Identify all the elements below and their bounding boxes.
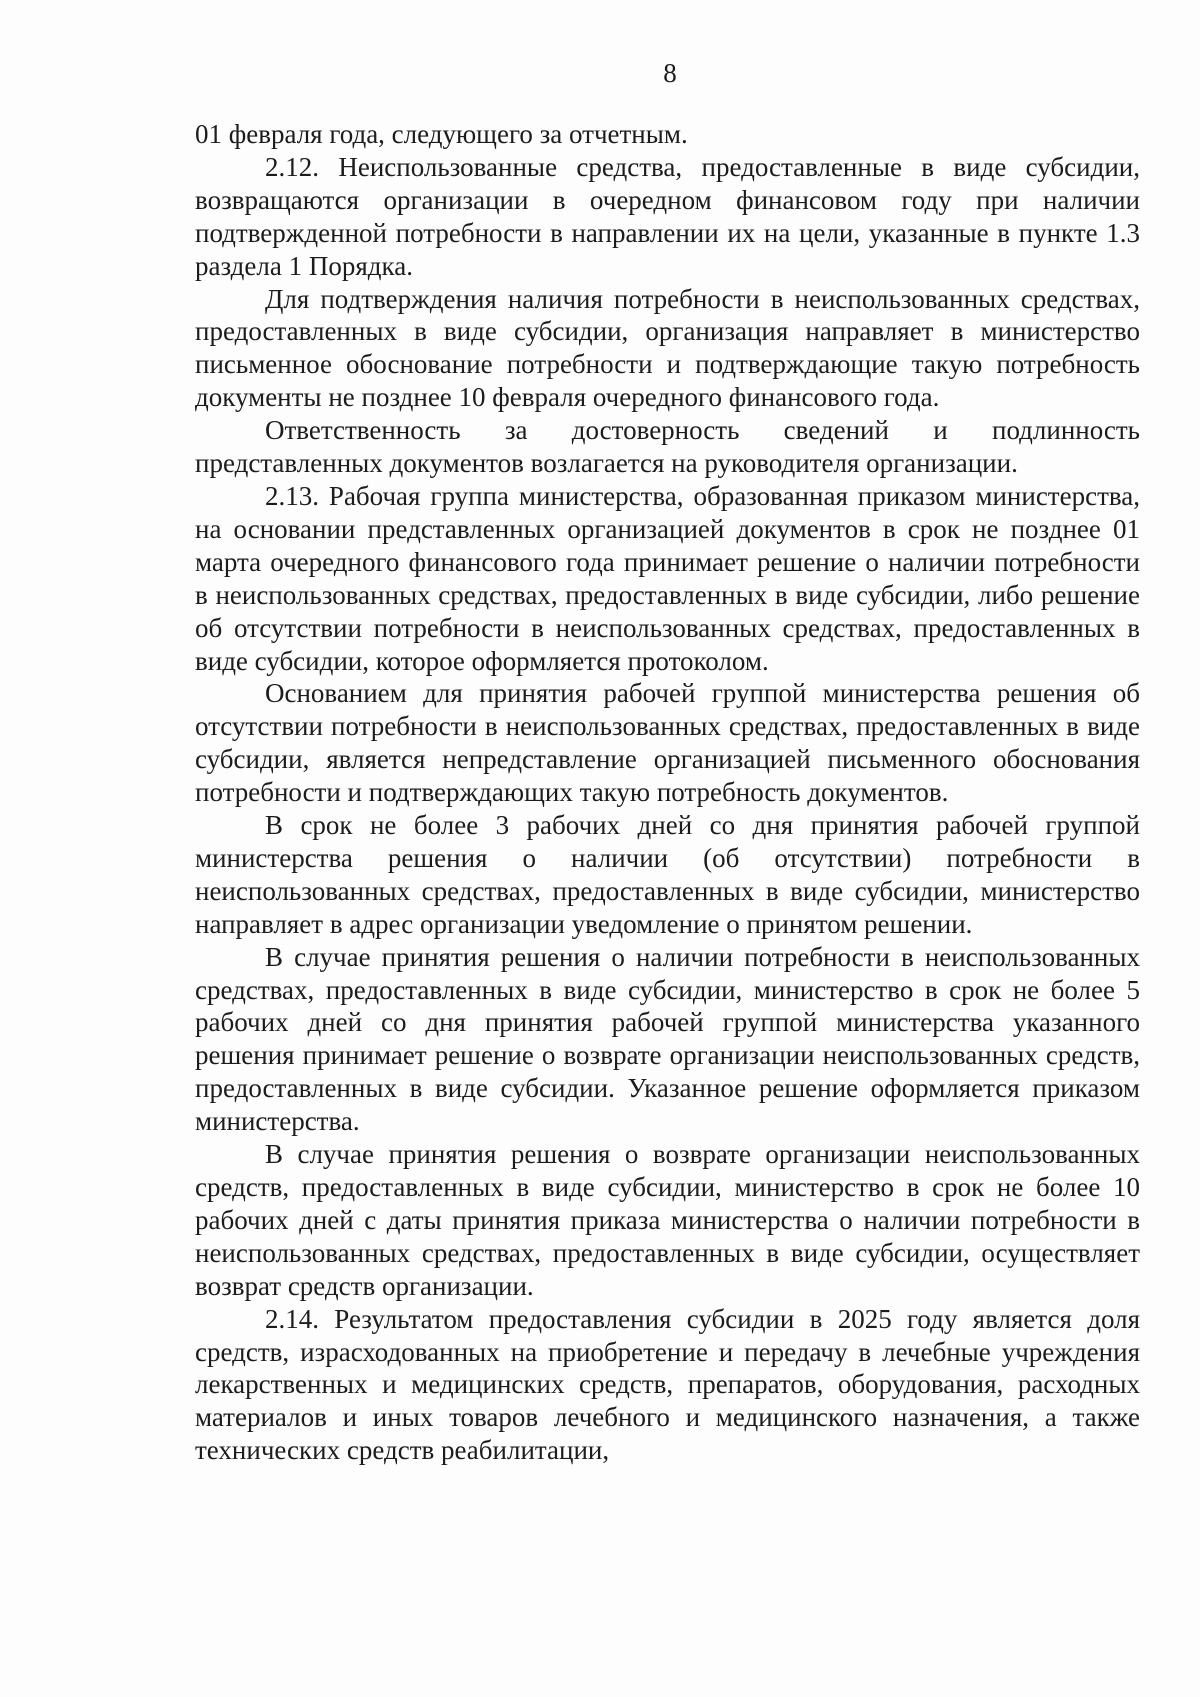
page-number: 8	[663, 58, 677, 88]
paragraph: В случае принятия решения о возврате организации неиспользованных средств, предоставленных в виде субсидии, министерство в срок не более 10 рабочих дней с даты принятия приказа министерства о наличии потребности в неиспользованных средствах, предоставленных в виде субсидии, осуществляет возврат средств организации.	[195, 1139, 1140, 1301]
paragraph: 01 февраля года, следующего за отчетным.	[195, 119, 688, 149]
paragraph: 2.14. Результатом предоставления субсидии в 2025 году является доля средств, израсходованных на приобретение и передачу в лечебные учреждения лекарственных и медицинских средств, препаратов, оборудования, расходных материалов и иных товаров лечебного и медицинского назначения, а также технических средств реабилитации,	[195, 1303, 1140, 1466]
paragraph: Для подтверждения наличия потребности в неиспользованных средствах, предоставленных в виде субсидии, организация направляет в министерство письменное обоснование потребности и подтверждающие такую потребность документы не позднее 10 февраля очередного финансового года.	[195, 283, 1140, 413]
paragraph: В случае принятия решения о наличии потребности в неиспользованных средствах, предоставленных в виде субсидии, министерство в срок не более 5 рабочих дней со дня принятия рабочей группой министерства указанного решения принимает решение о возврате организации неиспользованных средств, предоставленных в виде субсидии. Указанное решение оформляется приказом министерства.	[195, 941, 1140, 1137]
document-body	[195, 118, 1140, 1467]
paragraph: Ответственность за достоверность сведений и подлинность представленных документов возлагается на руководителя организации.	[195, 415, 1140, 479]
paragraph: 2.12. Неиспользованные средства, предоставленные в виде субсидии, возвращаются организации в очередном финансовом году при наличии подтвержденной потребности в направлении их на цели, указанные в пункте 1.3 раздела 1 Порядка.	[195, 151, 1140, 281]
paragraph: В срок не более 3 рабочих дней со дня принятия рабочей группой министерства решения о наличии (об отсутствии) потребности в неиспользованных средствах, предоставленных в виде субсидии, министерство направляет в адрес организации уведомление о принятом решении.	[195, 810, 1140, 939]
paragraph: 2.13. Рабочая группа министерства, образованная приказом министерства, на основании представленных организацией документов в срок не позднее 01 марта очередного финансового года принимает решение о наличии потребности в неиспользованных средствах, предоставленных в виде субсидии, либо решение об отсутствии потребности в неиспользованных средствах, предоставленных в виде субсидии, которое оформляется протоколом.	[195, 480, 1140, 676]
paragraph: Основанием для принятия рабочей группой министерства решения об отсутствии потребности в неиспользованных средствах, предоставленных в виде субсидии, является непредставление организацией письменного обоснования потребности и подтверждающих такую потребность документов.	[195, 678, 1140, 808]
